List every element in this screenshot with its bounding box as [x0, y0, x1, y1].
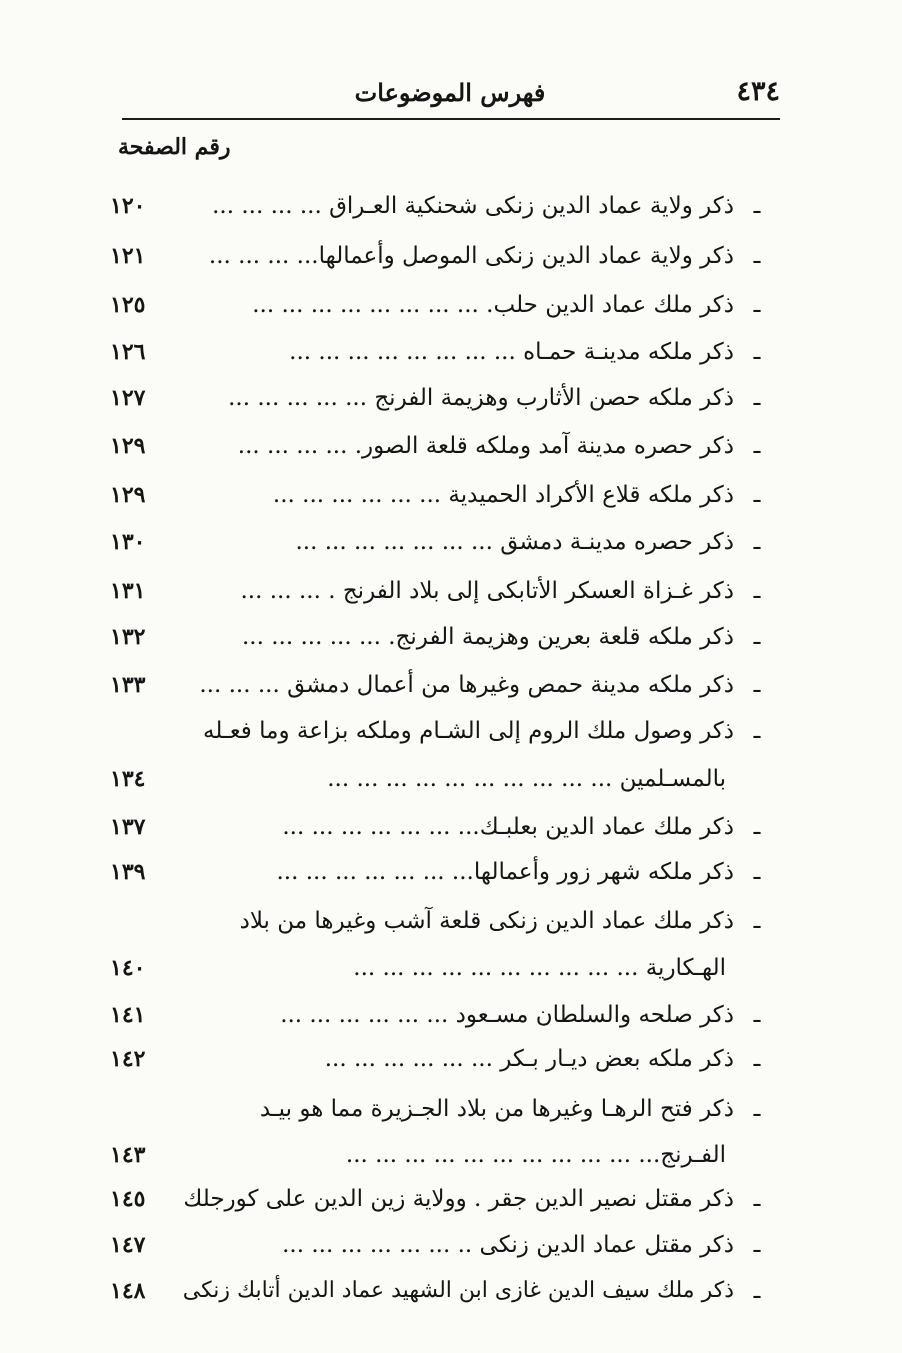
toc-entry [110, 427, 770, 465]
toc-entry [110, 996, 770, 1034]
entry-title: ذكر وصول ملك الروم إلى الشـام وملكه بزاعة وما فعـله [203, 718, 734, 744]
entry-title: ذكر ملكه حصن الأثارب وهزيمة الفرنج ... ... ... ... ... [228, 385, 734, 411]
entry-title: ذكر ملكه قلعة بعرين وهزيمة الفرنج. ... ... ... ... ... [242, 624, 734, 650]
toc-entry [110, 523, 770, 561]
entry-page-number: ١٤٣ [110, 1142, 146, 1168]
entry-title: الهـكارية ... ... ... ... ... ... ... ... ... ... [353, 955, 726, 981]
entry-title: ذكر ملكه بعض ديـار بـكر ... ... ... ... ... ... [324, 1046, 734, 1072]
toc-entry [110, 572, 770, 610]
entry-page-number: ١٢٠ [110, 193, 146, 219]
entry-dash: ـ [753, 1002, 761, 1028]
toc-entry [110, 237, 770, 275]
entry-page-number: ١٣٤ [110, 766, 146, 792]
entry-dash: ـ [753, 718, 761, 744]
toc-entry [110, 1226, 770, 1264]
toc-entry [110, 187, 770, 225]
entry-page-number: ١٣١ [110, 578, 146, 604]
entry-page-number: ١٤٠ [110, 955, 146, 981]
entry-page-number: ١٢١ [110, 243, 146, 269]
toc-entry [110, 1136, 770, 1174]
entry-title: ذكر ملك عماد الدين حلب. ... ... ... ... ... ... ... ... [252, 292, 734, 318]
entry-title: بالمسـلمين ... ... ... ... ... ... ... ... ... ... [327, 766, 726, 792]
entry-page-number: ١٢٩ [110, 433, 146, 459]
entry-dash: ـ [753, 1232, 761, 1258]
toc-entry [110, 379, 770, 417]
entry-dash: ـ [753, 385, 761, 411]
entry-title: ذكر حصره مدينة آمد وملكه قلعة الصور. ... ... ... ... [237, 433, 734, 459]
entry-dash: ـ [753, 624, 761, 650]
entry-page-number: ١٣٣ [110, 672, 146, 698]
entry-title: ذكر ملكه مدينـة حمـاه ... ... ... ... ... ... ... ... [289, 339, 734, 365]
entry-page-number: ١٤٢ [110, 1046, 146, 1072]
entry-dash: ـ [753, 482, 761, 508]
entry-page-number: ١٤٨ [110, 1278, 146, 1304]
entry-title: ذكر صلحه والسلطان مسـعود ... ... ... ... ... ... [280, 1002, 734, 1028]
page-number: ٤٣٤ [736, 76, 780, 107]
toc-entry [110, 333, 770, 371]
toc-entry [110, 1090, 770, 1128]
entry-dash: ـ [753, 578, 761, 604]
entry-title: ذكر ولاية عماد الدين زنكى شحنكية العـراق ... ... ... ... [212, 193, 734, 219]
entry-dash: ـ [753, 672, 761, 698]
entry-dash: ـ [753, 292, 761, 318]
entry-dash: ـ [753, 1278, 761, 1304]
entry-dash: ـ [753, 859, 761, 885]
toc-entry [110, 1180, 770, 1218]
entry-page-number: ١٣٩ [110, 859, 146, 885]
entry-page-number: ١٤١ [110, 1002, 146, 1028]
entry-dash: ـ [753, 243, 761, 269]
entry-title: ذكر مقتل عماد الدين زنكى .. ... ... ... ... ... ... [282, 1232, 734, 1258]
entry-dash: ـ [753, 908, 761, 934]
toc-entry [110, 808, 770, 846]
page-header [120, 76, 780, 116]
toc-entry [110, 618, 770, 656]
entry-dash: ـ [753, 193, 761, 219]
entry-title: ذكر فتح الرهـا وغيرها من بلاد الجـزيرة مما هو بيـد [259, 1096, 734, 1122]
entry-title: ذكر ملك عماد الدين بعلبـك... ... ... ... ... ... ... [282, 814, 734, 840]
entry-title: ذكر غـزاة العسكر الأتابكى إلى بلاد الفرنج . ... ... ... [240, 578, 734, 604]
entry-page-number: ١٣٧ [110, 814, 146, 840]
entry-title: ذكر حصره مدينـة دمشق ... ... ... ... ... ... ... [295, 529, 734, 555]
entry-dash: ـ [753, 433, 761, 459]
toc-entry [110, 902, 770, 940]
entry-dash: ـ [753, 1096, 761, 1122]
entry-page-number: ١٢٧ [110, 385, 146, 411]
entry-title: ذكر مقتل نصير الدين جقر . وولاية زين الدين على كورجلك [183, 1186, 734, 1212]
entry-dash: ـ [753, 1186, 761, 1212]
entry-title: ذكر ملكه شهر زور وأعمالها... ... ... ... ... ... ... [276, 859, 734, 885]
running-title: فهرس الموضوعات [354, 78, 546, 107]
page-number-column-heading: رقم الصفحة [118, 134, 231, 160]
toc-entry [110, 666, 770, 704]
entry-title: ذكر ولاية عماد الدين زنكى الموصل وأعمالها... ... ... ... [208, 243, 734, 269]
entry-title: ذكر ملكه قلاع الأكراد الحميدية ... ... ... ... ... ... [272, 482, 734, 508]
toc-entry [110, 476, 770, 514]
toc-entry [110, 712, 770, 750]
toc-entry [110, 286, 770, 324]
entry-title: ذكر ملكه مدينة حمص وغيرها من أعمال دمشق ... ... ... [199, 672, 734, 698]
header-rule [122, 118, 780, 120]
toc-entry [110, 1272, 770, 1310]
entry-page-number: ١٢٩ [110, 482, 146, 508]
entry-title: ذكر ملك عماد الدين زنكى قلعة آشب وغيرها من بلاد [239, 908, 734, 934]
entry-dash: ـ [753, 1046, 761, 1072]
entry-dash: ـ [753, 339, 761, 365]
toc-entry [110, 1040, 770, 1078]
toc-entry [110, 853, 770, 891]
toc-entry [110, 760, 770, 798]
entry-dash: ـ [753, 814, 761, 840]
entry-page-number: ١٣٢ [110, 624, 146, 650]
entry-page-number: ١٤٧ [110, 1232, 146, 1258]
entry-page-number: ١٢٥ [110, 292, 146, 318]
entry-page-number: ١٣٠ [110, 529, 146, 555]
toc-entry [110, 949, 770, 987]
entry-title: ذكر ملك سيف الدين غازى ابن الشهيد عماد الدين أتابك زنكى [182, 1278, 734, 1303]
entry-dash: ـ [753, 529, 761, 555]
entry-page-number: ١٢٦ [110, 339, 146, 365]
entry-title: الفـرنج... ... ... ... ... ... ... ... ... ... ... [345, 1142, 726, 1168]
entry-page-number: ١٤٥ [110, 1186, 146, 1212]
